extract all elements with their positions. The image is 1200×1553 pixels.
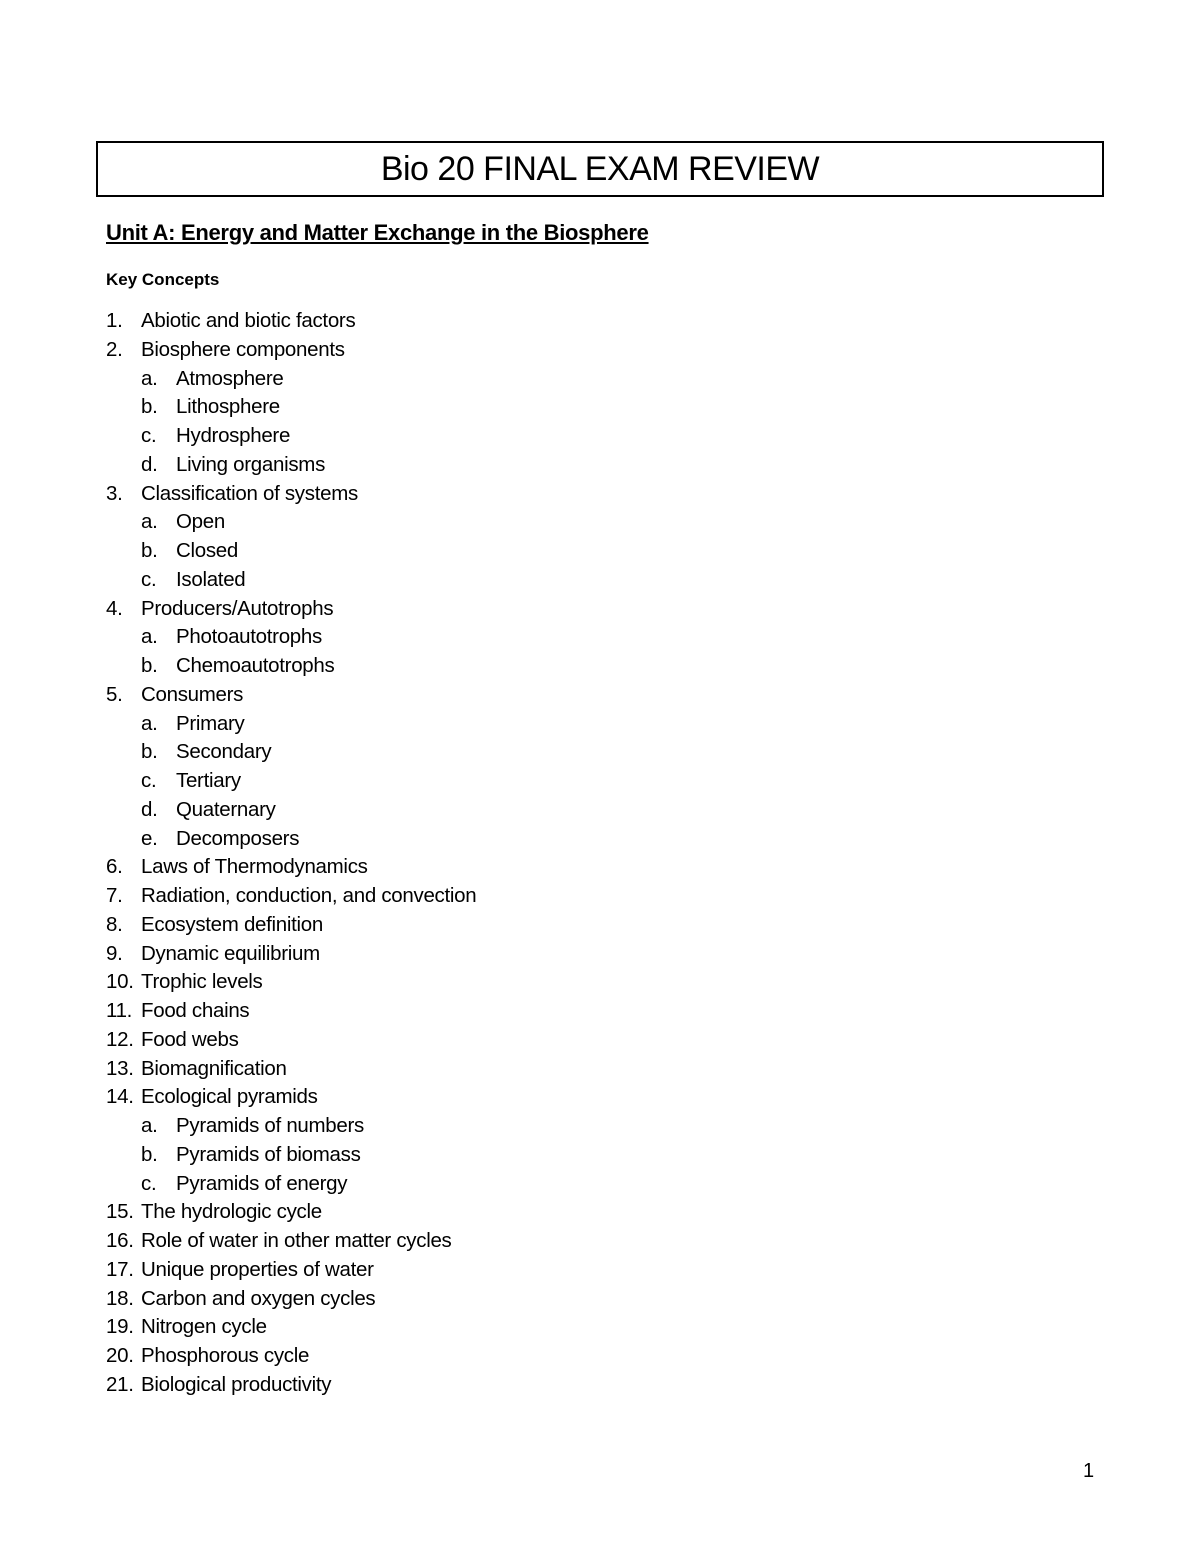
list-marker: 12.	[106, 1027, 134, 1051]
list-marker: d.	[141, 452, 158, 476]
list-item-text: Pyramids of biomass	[176, 1142, 361, 1166]
list-marker: 9.	[106, 941, 123, 965]
list-item-text: Isolated	[176, 567, 246, 591]
page-number: 1	[1083, 1460, 1095, 1482]
list-marker: c.	[141, 567, 157, 591]
list-marker: b.	[141, 539, 158, 562]
list-marker: 15.	[106, 1200, 134, 1224]
list-item-text: Living organisms	[176, 452, 326, 476]
list-item-text: Dynamic equilibrium	[141, 941, 320, 965]
list-item-text: The hydrologic cycle	[141, 1200, 322, 1224]
list-marker: 11.	[106, 999, 133, 1022]
list-marker: e.	[141, 826, 158, 850]
list-item-text: Atmosphere	[176, 366, 284, 390]
list-item-text: Quaternary	[176, 797, 276, 821]
list-marker: 13.	[106, 1056, 134, 1080]
list-marker: a.	[141, 1114, 158, 1137]
list-item-text: Radiation, conduction, and convection	[141, 884, 477, 907]
unit-heading: Unit A: Energy and Matter Exchange in the Biosphere	[106, 220, 649, 245]
list-item-text: Chemoautotrophs	[176, 654, 335, 677]
list-marker: 16.	[106, 1229, 134, 1252]
list-marker: a.	[141, 711, 158, 735]
title-box	[96, 141, 1104, 197]
list-item-text: Ecosystem definition	[141, 912, 324, 936]
document-title: Bio 20 FINAL EXAM REVIEW	[380, 150, 820, 188]
list-marker: a.	[141, 625, 158, 649]
list-marker: 7.	[106, 884, 123, 907]
list-item-text: Biological productivity	[141, 1372, 332, 1396]
list-marker: 1.	[106, 309, 123, 332]
list-item-text: Open	[176, 510, 225, 534]
list-item-text: Hydrosphere	[176, 424, 291, 447]
list-marker: b.	[141, 740, 158, 764]
list-marker: b.	[141, 1142, 158, 1166]
list-marker: d.	[141, 797, 158, 821]
list-item-text: Consumers	[141, 682, 244, 706]
list-marker: a.	[141, 366, 158, 390]
list-item-text: Food chains	[141, 999, 250, 1022]
key-concepts-heading: Key Concepts	[106, 270, 220, 289]
list-marker: 5.	[106, 682, 123, 706]
list-item-text: Biosphere components	[141, 337, 345, 361]
list-marker: 4.	[106, 596, 123, 620]
list-item-text: Closed	[176, 539, 239, 562]
list-marker: 19.	[106, 1315, 134, 1339]
list-item-text: Producers/Autotrophs	[141, 596, 334, 620]
list-item-text: Abiotic and biotic factors	[141, 309, 356, 332]
list-item-text: Lithosphere	[176, 395, 280, 419]
list-marker: b.	[141, 654, 158, 677]
list-item-text: Nitrogen cycle	[141, 1315, 267, 1339]
list-marker: a.	[141, 510, 158, 534]
list-item-text: Biomagnification	[141, 1056, 287, 1080]
list-marker: 2.	[106, 337, 123, 361]
list-marker: 10.	[106, 970, 134, 994]
list-item-text: Carbon and oxygen cycles	[141, 1286, 376, 1310]
list-marker: 3.	[106, 481, 123, 505]
list-item-text: Tertiary	[176, 769, 241, 792]
list-item-text: Role of water in other matter cycles	[141, 1229, 452, 1252]
list-item-text: Pyramids of numbers	[176, 1114, 364, 1137]
list-item-text: Unique properties of water	[141, 1257, 374, 1281]
list-item-text: Decomposers	[176, 826, 300, 850]
list-marker: c.	[141, 424, 157, 447]
list-marker: c.	[141, 769, 157, 792]
list-item-text: Food webs	[141, 1027, 239, 1051]
list-marker: 21.	[106, 1372, 134, 1396]
list-item-text: Ecological pyramids	[141, 1085, 318, 1109]
list-item-text: Pyramids of energy	[176, 1171, 348, 1195]
list-item-text: Secondary	[176, 740, 272, 764]
list-marker: c.	[141, 1171, 157, 1195]
list-marker: 14.	[106, 1085, 134, 1109]
list-marker: 18.	[106, 1286, 134, 1310]
list-item-text: Classification of systems	[141, 481, 358, 505]
list-item-text: Trophic levels	[141, 970, 263, 994]
list-item-text: Photoautotrophs	[176, 625, 322, 649]
list-marker: 17.	[106, 1257, 134, 1281]
list-marker: b.	[141, 395, 158, 419]
list-marker: 20.	[106, 1344, 134, 1367]
list-item-text: Phosphorous cycle	[141, 1344, 310, 1367]
list-item-text: Primary	[176, 711, 245, 735]
list-marker: 8.	[106, 912, 123, 936]
list-item-text: Laws of Thermodynamics	[141, 855, 368, 879]
list-marker: 6.	[106, 855, 123, 879]
